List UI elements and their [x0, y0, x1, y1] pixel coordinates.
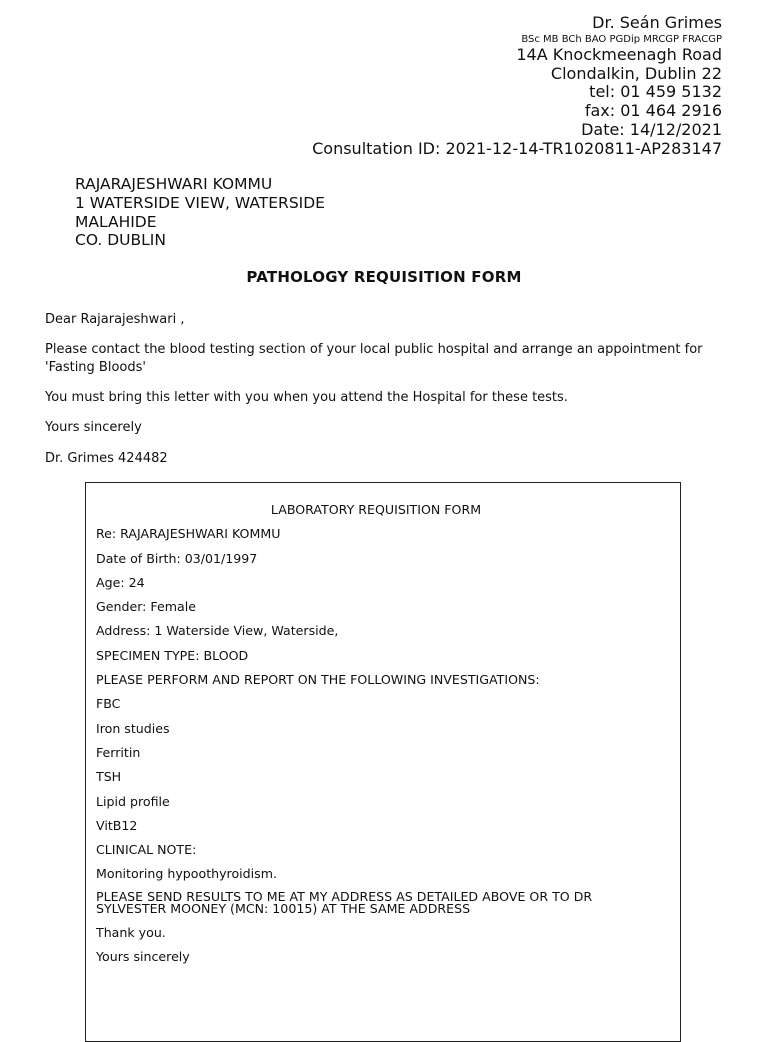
practice-telephone: tel: 01 459 5132	[589, 82, 722, 102]
patient-street: 1 WATERSIDE VIEW, WATERSIDE	[75, 193, 325, 212]
lab-form-sign-off: Yours sincerely	[96, 949, 190, 965]
practice-address-line2: Clondalkin, Dublin 22	[550, 63, 722, 83]
lab-form-gender: Gender: Female	[96, 599, 196, 615]
lab-test-item: Lipid profile	[96, 793, 170, 809]
doctor-header	[312, 14, 722, 159]
results-instruction: PLEASE SEND RESULTS TO ME AT MY ADDRESS AS DETAILED ABOVE OR TO DR SYLVESTER MOONEY (MCN: 10015) AT THE SAME ADDRESS	[96, 888, 593, 917]
letter-greeting: Dear Rajarajeshwari ,	[45, 312, 185, 327]
letter-sign-off: Yours sincerely	[45, 420, 142, 435]
lab-test-item: Ferritin	[96, 744, 141, 760]
lab-form-age: Age: 24	[96, 574, 145, 590]
letter-bring-instruction: You must bring this letter with you when you attend the Hospital for these tests.	[45, 390, 568, 405]
letter-signature: Dr. Grimes 424482	[45, 451, 168, 466]
letter-date: Date: 14/12/2021	[581, 119, 722, 139]
lab-form-instruction: PLEASE PERFORM AND REPORT ON THE FOLLOWING INVESTIGATIONS:	[96, 672, 540, 688]
lab-form-heading: LABORATORY REQUISITION FORM	[270, 502, 482, 517]
patient-name: RAJARAJESHWARI KOMMU	[75, 175, 273, 193]
clinical-note-label: CLINICAL NOTE:	[96, 842, 197, 858]
lab-test-item: Iron studies	[96, 720, 170, 736]
patient-town: MALAHIDE	[75, 212, 157, 231]
clinical-note-text: Monitoring hypoothyroidism.	[96, 866, 277, 882]
lab-test-item: VitB12	[96, 817, 138, 833]
lab-form-thanks: Thank you.	[96, 925, 166, 941]
practice-address-line1: 14A Knockmeenagh Road	[516, 44, 722, 64]
lab-form-specimen-type: SPECIMEN TYPE: BLOOD	[96, 647, 249, 663]
laboratory-requisition-box	[85, 482, 681, 1042]
doctor-name: Dr. Seán Grimes	[592, 13, 722, 32]
consultation-id: Consultation ID: 2021-12-14-TR1020811-AP283147	[312, 138, 722, 158]
letter-body	[45, 311, 725, 468]
patient-county: CO. DUBLIN	[75, 231, 166, 250]
lab-test-item: FBC	[96, 696, 121, 712]
lab-form-patient-name: Re: RAJARAJESHWARI KOMMU	[96, 526, 281, 542]
letter-contact-instruction: Please contact the blood testing section of your local public hospital and arrange an appointment for 'Fasting Bloods'	[45, 342, 703, 375]
practice-fax: fax: 01 464 2916	[584, 101, 722, 121]
patient-address-block	[75, 175, 325, 250]
lab-form-date-of-birth: Date of Birth: 03/01/1997	[96, 550, 258, 566]
laboratory-requisition-content	[96, 502, 656, 974]
form-title: PATHOLOGY REQUISITION FORM	[246, 268, 522, 286]
doctor-qualifications: BSc MB BCh BAO PGDip MRCGP FRACGP	[521, 33, 722, 45]
lab-test-item: TSH	[96, 769, 122, 785]
lab-form-address: Address: 1 Waterside View, Waterside,	[96, 623, 339, 639]
